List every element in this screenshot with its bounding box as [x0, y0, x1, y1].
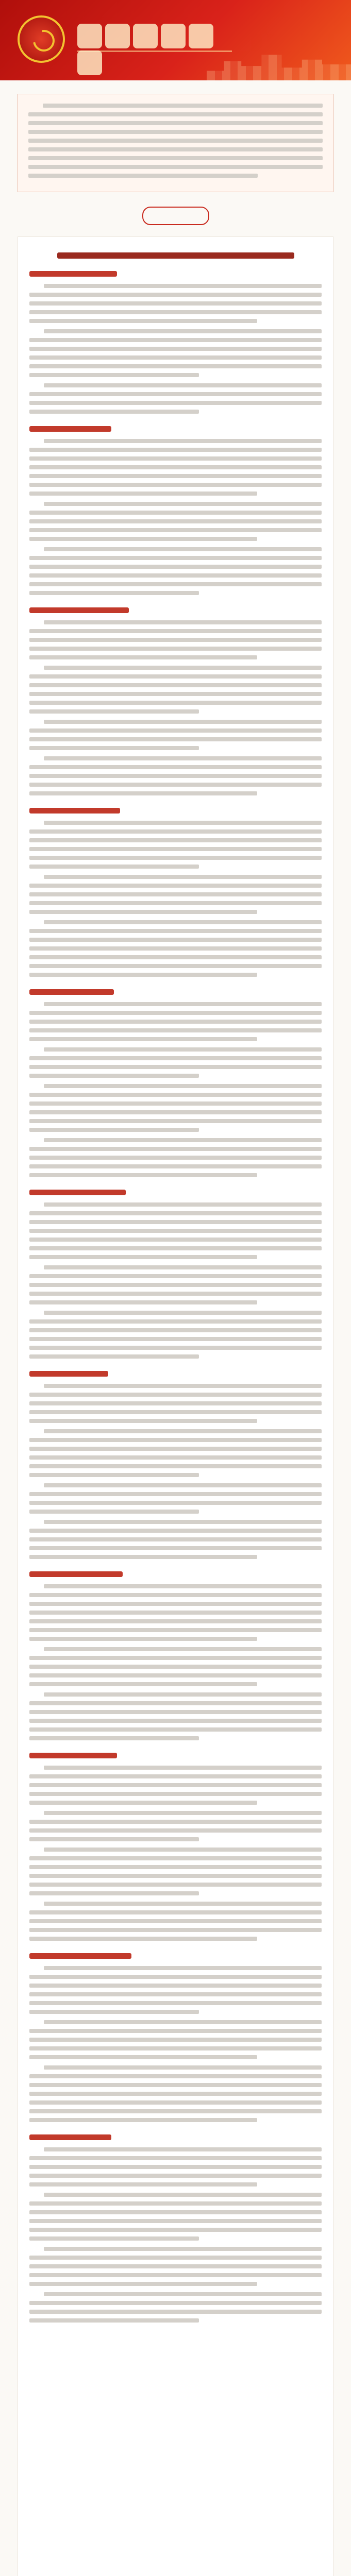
text-line [29, 1410, 322, 1414]
text-line [29, 1438, 322, 1442]
text-line [29, 1783, 322, 1787]
text-line [29, 1828, 322, 1833]
paragraph [29, 1265, 322, 1304]
text-line [44, 1647, 322, 1651]
text-line [44, 1902, 322, 1906]
text-line [29, 1255, 257, 1259]
text-line [29, 1020, 322, 1024]
paragraph [29, 666, 322, 714]
text-line [29, 1637, 257, 1641]
text-line [29, 929, 322, 933]
paragraph [29, 1084, 322, 1132]
text-line [29, 1065, 322, 1069]
text-line [44, 2247, 322, 2251]
text-line [29, 310, 322, 314]
text-line [29, 838, 322, 842]
text-line [29, 1274, 322, 1278]
text-line [29, 537, 257, 541]
text-line [29, 355, 322, 360]
text-line [29, 2165, 322, 2169]
text-line [29, 2219, 322, 2223]
text-line [29, 2264, 322, 2268]
text-line [29, 448, 322, 452]
text-line [29, 1682, 257, 1686]
text-line [44, 1520, 322, 1524]
text-line [29, 1701, 322, 1705]
text-line [29, 483, 322, 487]
text-line [29, 955, 322, 959]
text-line [29, 765, 322, 769]
slogan-glyph [189, 24, 213, 48]
text-line [44, 1384, 322, 1388]
text-line [29, 655, 257, 659]
text-line [29, 1673, 322, 1677]
slogan-glyph [77, 24, 102, 48]
text-line [29, 2210, 322, 2214]
text-line [29, 973, 257, 977]
text-line [29, 1337, 322, 1341]
intro-text-line [28, 112, 323, 116]
section-heading [29, 1571, 123, 1577]
text-line [29, 2201, 322, 2206]
text-line [29, 1393, 322, 1397]
text-line [29, 674, 322, 679]
text-line [29, 1628, 322, 1632]
intro-text-line [28, 147, 323, 151]
text-line [29, 1229, 322, 1233]
text-line [29, 847, 322, 851]
text-line [29, 1128, 199, 1132]
text-line [29, 1928, 322, 1932]
text-line [29, 683, 322, 687]
text-line [44, 439, 322, 443]
intro-text-line [28, 174, 258, 178]
text-line [29, 1464, 322, 1468]
text-line [29, 865, 199, 869]
text-line [29, 319, 257, 323]
text-line [44, 666, 322, 670]
paragraph [29, 502, 322, 541]
banner-slogan [77, 24, 232, 52]
paragraph [29, 1483, 322, 1514]
text-line [29, 774, 322, 778]
paragraph [29, 1692, 322, 1740]
text-line [29, 1529, 322, 1533]
section-heading [29, 1371, 108, 1377]
text-line [29, 1328, 322, 1332]
text-line [29, 1173, 257, 1177]
text-line [29, 2282, 257, 2286]
text-line [29, 2074, 322, 2078]
text-line [44, 502, 322, 506]
text-line [29, 946, 322, 951]
paragraph [29, 439, 322, 496]
header-banner [0, 0, 351, 80]
text-line [29, 1401, 322, 1405]
text-line [29, 1719, 322, 1723]
paragraph [29, 284, 322, 323]
paragraph [29, 1966, 322, 2014]
text-line [29, 364, 322, 368]
text-line [29, 1919, 322, 1923]
text-line [44, 1811, 322, 1815]
section-heading [29, 271, 117, 277]
text-line [29, 2029, 322, 2033]
text-line [29, 1710, 322, 1714]
text-line [44, 1265, 322, 1269]
text-line [29, 629, 322, 633]
intro-text-line [28, 156, 323, 160]
text-line [29, 347, 322, 351]
text-line [29, 1492, 322, 1496]
text-line [29, 829, 322, 834]
text-line [29, 1602, 322, 1606]
text-line [29, 892, 322, 896]
text-line [29, 2301, 322, 2305]
text-line [29, 492, 257, 496]
paragraph [29, 1584, 322, 1641]
intro-box [18, 94, 333, 192]
text-line [29, 1501, 322, 1505]
text-line [44, 720, 322, 724]
text-line [29, 1774, 322, 1778]
text-line [29, 1056, 322, 1060]
text-line [29, 1473, 199, 1477]
text-line [29, 2236, 199, 2241]
section-tag [142, 207, 209, 225]
text-line [29, 1856, 322, 1860]
text-line [29, 528, 322, 532]
text-line [29, 2156, 322, 2160]
section-heading [29, 1753, 117, 1758]
text-line [44, 920, 322, 924]
text-line [29, 2182, 257, 2187]
paragraph [29, 1520, 322, 1559]
text-line [44, 329, 322, 333]
text-line [29, 293, 322, 297]
text-line [29, 791, 257, 795]
text-line [29, 783, 322, 787]
text-line [29, 519, 322, 523]
text-line [44, 1002, 322, 1006]
paragraph [29, 1429, 322, 1477]
text-line [29, 511, 322, 515]
paragraph [29, 821, 322, 869]
text-line [29, 1992, 322, 1996]
paragraph [29, 2020, 322, 2059]
text-line [29, 1164, 322, 1168]
paragraph [29, 1047, 322, 1078]
text-line [29, 2046, 322, 2050]
text-line [44, 1084, 322, 1088]
paragraph [29, 547, 322, 595]
text-line [29, 884, 322, 888]
text-line [29, 1419, 257, 1423]
text-line [44, 2193, 322, 2197]
text-line [29, 1611, 322, 1615]
text-line [29, 1984, 322, 1988]
paragraph [29, 1202, 322, 1259]
text-line [29, 465, 322, 469]
article-content [29, 271, 322, 2323]
text-line [29, 1555, 257, 1559]
text-line [29, 737, 322, 741]
text-line [29, 573, 322, 578]
text-line [44, 1138, 322, 1142]
text-line [29, 2273, 322, 2277]
skyline-decoration [207, 48, 351, 80]
text-line [29, 1011, 322, 1015]
text-line [29, 1801, 257, 1805]
text-line [29, 1820, 322, 1824]
text-line [29, 1891, 199, 1895]
slogan-glyph [133, 24, 158, 48]
text-line [29, 1283, 322, 1287]
text-line [29, 456, 322, 461]
intro-text-line [28, 130, 323, 134]
text-line [44, 1311, 322, 1315]
text-line [29, 373, 199, 377]
slogan-glyph [161, 24, 186, 48]
text-line [44, 1429, 322, 1433]
section-heading [29, 989, 114, 995]
intro-text-line [28, 121, 323, 125]
text-line [29, 1028, 322, 1032]
paragraph [29, 920, 322, 977]
text-line [29, 2118, 257, 2122]
text-line [29, 338, 322, 342]
section-heading [29, 808, 120, 814]
document-title [57, 252, 294, 259]
text-line [29, 964, 322, 968]
text-line [44, 1848, 322, 1852]
paragraph [29, 1647, 322, 1686]
text-line [29, 1975, 322, 1979]
text-line [29, 1792, 322, 1796]
text-line [29, 2256, 322, 2260]
intro-text-line [43, 104, 323, 108]
text-line [29, 638, 322, 642]
section-heading [29, 2134, 111, 2140]
paragraph [29, 875, 322, 914]
text-line [29, 2055, 257, 2059]
text-line [29, 1865, 322, 1869]
text-line [29, 1837, 199, 1841]
text-line [44, 620, 322, 624]
text-line [29, 647, 322, 651]
text-line [29, 2100, 322, 2105]
text-line [29, 728, 322, 733]
section-heading [29, 1190, 126, 1195]
paragraph [29, 620, 322, 659]
text-line [44, 1584, 322, 1588]
text-line [44, 821, 322, 825]
text-line [44, 1766, 322, 1770]
text-line [29, 1319, 322, 1324]
text-line [29, 1455, 322, 1460]
text-line [44, 1692, 322, 1697]
text-line [29, 1937, 257, 1941]
text-line [29, 1093, 322, 1097]
text-line [29, 2109, 322, 2113]
text-line [29, 1883, 322, 1887]
text-line [29, 1665, 322, 1669]
paragraph [29, 1766, 322, 1805]
text-line [29, 1354, 199, 1359]
slogan-glyph [105, 24, 130, 48]
text-line [29, 1246, 322, 1250]
text-line [29, 701, 322, 705]
text-line [29, 2001, 322, 2005]
paragraph [29, 1384, 322, 1423]
text-line [29, 2310, 322, 2314]
text-line [29, 2083, 322, 2087]
text-line [29, 1119, 322, 1123]
text-line [29, 2318, 199, 2323]
text-line [29, 556, 322, 560]
section-heading [29, 426, 111, 432]
party-emblem-icon [18, 15, 65, 63]
text-line [29, 301, 322, 306]
paragraph [29, 2065, 322, 2122]
article-body [18, 236, 333, 2576]
text-line [29, 1510, 199, 1514]
text-line [29, 938, 322, 942]
text-line [44, 2020, 322, 2024]
paragraph [29, 1811, 322, 1841]
text-line [29, 709, 199, 714]
text-line [44, 383, 322, 387]
text-line [29, 1736, 199, 1740]
section-heading [29, 607, 129, 613]
text-line [29, 2092, 322, 2096]
paragraph [29, 2193, 322, 2241]
paragraph [29, 1902, 322, 1941]
paragraph [29, 329, 322, 377]
text-line [44, 875, 322, 879]
text-line [29, 1727, 322, 1732]
paragraph [29, 2147, 322, 2187]
text-line [29, 901, 322, 905]
text-line [44, 2147, 322, 2151]
text-line [29, 1537, 322, 1541]
text-line [29, 1074, 199, 1078]
slogan-glyph [77, 50, 102, 75]
text-line [29, 1156, 322, 1160]
text-line [29, 565, 322, 569]
paragraph [29, 756, 322, 795]
text-line [29, 1300, 257, 1304]
text-line [29, 1346, 322, 1350]
text-line [29, 1292, 322, 1296]
text-line [29, 692, 322, 696]
paragraph [29, 2292, 322, 2323]
text-line [29, 2010, 199, 2014]
text-line [29, 392, 322, 396]
text-line [29, 1037, 257, 1041]
text-line [29, 1211, 322, 1215]
text-line [29, 401, 322, 405]
text-line [29, 1220, 322, 1224]
text-line [29, 1910, 322, 1914]
text-line [29, 1619, 322, 1623]
section-heading [29, 1953, 131, 1959]
text-line [29, 1110, 322, 1114]
text-line [44, 2065, 322, 2070]
paragraph [29, 1002, 322, 1041]
text-line [29, 746, 199, 750]
paragraph [29, 383, 322, 414]
text-line [44, 2292, 322, 2296]
text-line [44, 1483, 322, 1487]
text-line [29, 1546, 322, 1550]
intro-text-line [28, 139, 323, 143]
intro-text-line [28, 165, 323, 169]
paragraph [29, 1848, 322, 1895]
text-line [44, 284, 322, 288]
text-line [44, 1966, 322, 1970]
paragraph [29, 720, 322, 750]
text-line [29, 856, 322, 860]
text-line [29, 474, 322, 478]
text-line [29, 1874, 322, 1878]
paragraph [29, 1138, 322, 1177]
paragraph [29, 1311, 322, 1359]
text-line [29, 2228, 322, 2232]
text-line [44, 1202, 322, 1207]
text-line [29, 410, 199, 414]
text-line [29, 910, 257, 914]
text-line [29, 1656, 322, 1660]
text-line [44, 547, 322, 551]
text-line [29, 1101, 322, 1106]
paragraph [29, 2247, 322, 2286]
text-line [29, 1593, 322, 1597]
text-line [29, 1238, 322, 1242]
text-line [44, 1047, 322, 1052]
text-line [29, 591, 199, 595]
text-line [29, 1147, 322, 1151]
text-line [44, 756, 322, 760]
text-line [29, 2038, 322, 2042]
text-line [29, 1447, 322, 1451]
text-line [29, 2174, 322, 2178]
text-line [29, 582, 322, 586]
